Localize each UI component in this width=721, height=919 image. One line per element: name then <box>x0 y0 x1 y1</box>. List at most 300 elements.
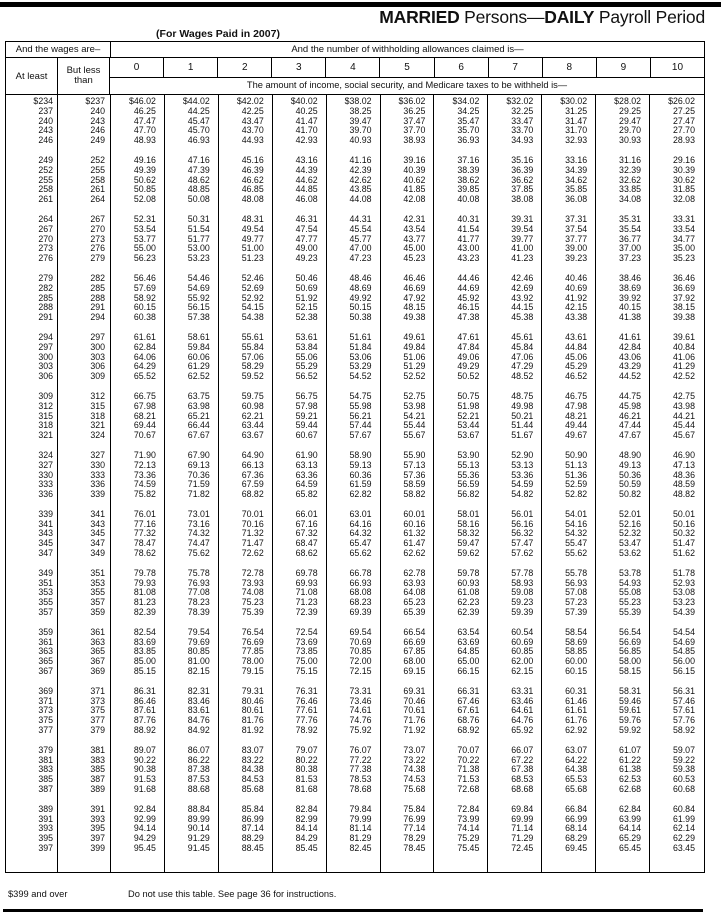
at-least-cell: 315 <box>38 410 53 421</box>
withholding-amount-cell: 37.47 <box>403 115 426 126</box>
but-less-cell: 355 <box>90 587 105 598</box>
withholding-amount-cell: 84.76 <box>187 715 210 726</box>
withholding-amount-cell: 58.01 <box>457 508 480 519</box>
withholding-amount-cell: 41.85 <box>403 184 426 195</box>
at-least-cell: 303 <box>38 361 53 372</box>
at-least-cell: 333 <box>38 479 53 490</box>
withholding-amount-cell: 62.53 <box>619 774 642 785</box>
but-less-cell: 351 <box>90 567 105 578</box>
withholding-amount-cell: 64.61 <box>511 705 534 716</box>
withholding-amount-cell: 56.93 <box>565 577 588 588</box>
withholding-amount-cell: 48.90 <box>619 449 642 460</box>
withholding-amount-cell: 44.69 <box>457 282 480 293</box>
withholding-amount-cell: 62.00 <box>511 656 534 667</box>
withholding-amount-cell: 53.84 <box>295 341 318 352</box>
at-least-cell: 349 <box>38 567 53 578</box>
withholding-amount-cell: 42.75 <box>672 390 695 401</box>
withholding-amount-cell: 27.47 <box>672 115 695 126</box>
withholding-amount-cell: 55.00 <box>133 243 156 254</box>
withholding-amount-cell: 44.39 <box>295 164 318 175</box>
withholding-amount-cell: 42.46 <box>511 272 534 283</box>
at-least-cell: 379 <box>38 744 53 755</box>
withholding-amount-cell: 60.36 <box>349 469 372 480</box>
withholding-amount-cell: 73.07 <box>403 744 426 755</box>
withholding-amount-cell: 52.82 <box>565 489 588 500</box>
but-less-cell: 385 <box>90 764 105 775</box>
withholding-amount-cell: 51.78 <box>672 567 695 578</box>
withholding-amount-cell: 57.46 <box>672 695 695 706</box>
withholding-amount-cell: 47.92 <box>403 292 426 303</box>
withholding-amount-cell: 64.14 <box>619 823 642 834</box>
withholding-amount-cell: 51.62 <box>672 548 695 559</box>
withholding-amount-cell: 62.52 <box>187 371 210 382</box>
withholding-amount-cell: 77.16 <box>133 518 156 529</box>
title-daily: DAILY <box>544 7 595 27</box>
withholding-amount-cell: 72.68 <box>457 784 480 795</box>
but-less-cell: 361 <box>90 626 105 637</box>
withholding-amount-cell: 49.84 <box>403 341 426 352</box>
withholding-amount-cell: 84.14 <box>295 823 318 834</box>
withholding-amount-cell: 65.52 <box>133 371 156 382</box>
but-less-cell: 249 <box>90 135 105 146</box>
withholding-amount-cell: 82.39 <box>133 607 156 618</box>
withholding-amount-cell: 31.25 <box>565 105 588 116</box>
withholding-amount-cell: 66.13 <box>241 459 264 470</box>
withholding-amount-cell: 66.01 <box>295 508 318 519</box>
withholding-amount-cell: 52.59 <box>565 479 588 490</box>
withholding-amount-cell: 54.38 <box>241 312 264 323</box>
but-less-cell: 312 <box>90 390 105 401</box>
column-divider-line <box>218 95 219 872</box>
withholding-amount-cell: 74.14 <box>457 823 480 834</box>
withholding-amount-cell: 29.16 <box>672 154 695 165</box>
withholding-amount-cell: 57.08 <box>565 587 588 598</box>
withholding-amount-cell: 53.29 <box>349 361 372 372</box>
withholding-amount-cell: 50.46 <box>295 272 318 283</box>
withholding-amount-cell: 60.00 <box>565 656 588 667</box>
withholding-amount-cell: 69.99 <box>511 813 534 824</box>
withholding-amount-cell: 59.22 <box>672 754 695 765</box>
but-less-cell: 273 <box>90 233 105 244</box>
at-least-cell: 270 <box>38 233 53 244</box>
withholding-amount-cell: 88.45 <box>241 843 264 853</box>
withholding-amount-cell: 47.29 <box>511 361 534 372</box>
but-less-cell: 375 <box>90 705 105 716</box>
withholding-amount-cell: 38.93 <box>403 135 426 146</box>
withholding-amount-cell: 44.15 <box>511 302 534 313</box>
but-less-cell: 318 <box>90 410 105 421</box>
withholding-amount-cell: 83.46 <box>187 695 210 706</box>
withholding-amount-cell: $36.02 <box>398 96 426 106</box>
withholding-amount-cell: 34.62 <box>565 174 588 185</box>
withholding-amount-cell: 38.39 <box>457 164 480 175</box>
but-less-cell: 383 <box>90 754 105 765</box>
withholding-amount-cell: 63.98 <box>187 400 210 411</box>
withholding-amount-cell: 57.61 <box>672 705 695 716</box>
withholding-amount-cell: 64.32 <box>349 528 372 539</box>
withholding-amount-cell: 64.29 <box>133 361 156 372</box>
withholding-amount-cell: 91.53 <box>133 774 156 785</box>
withholding-amount-cell: 77.85 <box>241 646 264 657</box>
withholding-amount-cell: 47.70 <box>133 125 156 136</box>
withholding-amount-cell: $28.02 <box>614 96 642 106</box>
withholding-amount-cell: 68.92 <box>457 725 480 736</box>
withholding-amount-cell: 53.90 <box>457 449 480 460</box>
withholding-amount-cell: 54.75 <box>349 390 372 401</box>
withholding-amount-cell: 66.69 <box>403 636 426 647</box>
but-less-cell: 339 <box>90 489 105 500</box>
withholding-amount-cell: 75.23 <box>241 597 264 608</box>
withholding-amount-cell: 54.46 <box>187 272 210 283</box>
withholding-amount-cell: 55.39 <box>619 607 642 618</box>
withholding-amount-cell: 88.84 <box>187 803 210 814</box>
withholding-amount-cell: 59.44 <box>295 420 318 431</box>
but-less-cell: 285 <box>90 282 105 293</box>
withholding-amount-cell: 65.23 <box>403 597 426 608</box>
withholding-amount-cell: 75.45 <box>457 843 480 853</box>
withholding-amount-cell: 82.31 <box>187 685 210 696</box>
withholding-amount-cell: 53.47 <box>619 538 642 549</box>
withholding-amount-cell: 62.15 <box>511 666 534 677</box>
withholding-amount-cell: 59.61 <box>619 705 642 716</box>
withholding-amount-cell: 68.21 <box>133 410 156 421</box>
withholding-amount-cell: 51.67 <box>511 430 534 441</box>
at-least-cell: 246 <box>38 135 53 146</box>
allowance-col-header: 7 <box>489 58 543 77</box>
withholding-amount-cell: 78.29 <box>403 833 426 844</box>
withholding-amount-cell: 52.21 <box>457 410 480 421</box>
at-least-cell: 297 <box>38 341 53 352</box>
withholding-amount-cell: 68.47 <box>295 538 318 549</box>
withholding-amount-cell: 44.75 <box>619 390 642 401</box>
withholding-amount-cell: 86.31 <box>133 685 156 696</box>
withholding-amount-cell: 58.93 <box>511 577 534 588</box>
but-less-cell: 365 <box>90 646 105 657</box>
withholding-amount-cell: 57.78 <box>511 567 534 578</box>
withholding-amount-cell: 54.52 <box>349 371 372 382</box>
footer-note: Do not use this table. See page 36 for instructions. <box>128 889 337 899</box>
allowance-col-header: 1 <box>164 58 218 77</box>
withholding-amount-cell: 72.54 <box>295 626 318 637</box>
withholding-amount-cell: 81.00 <box>187 656 210 667</box>
withholding-amount-cell: 55.23 <box>619 597 642 608</box>
withholding-amount-cell: 65.00 <box>457 656 480 667</box>
withholding-amount-cell: 86.22 <box>187 754 210 765</box>
withholding-amount-cell: 69.39 <box>349 607 372 618</box>
withholding-amount-cell: 46.52 <box>565 371 588 382</box>
withholding-amount-cell: 33.16 <box>565 154 588 165</box>
wages-header: And the wages are– <box>6 42 111 57</box>
withholding-amount-cell: 66.07 <box>511 744 534 755</box>
column-divider-line <box>380 95 381 872</box>
but-less-cell: 330 <box>90 459 105 470</box>
withholding-amount-cell: 35.47 <box>457 115 480 126</box>
withholding-amount-cell: 79.93 <box>133 577 156 588</box>
withholding-amount-cell: 50.21 <box>511 410 534 421</box>
withholding-amount-cell: 42.84 <box>619 341 642 352</box>
withholding-amount-cell: 31.85 <box>672 184 695 195</box>
withholding-amount-cell: 48.31 <box>241 213 264 224</box>
withholding-amount-cell: 53.67 <box>457 430 480 441</box>
withholding-amount-cell: 90.14 <box>187 823 210 834</box>
but-less-cell: 327 <box>90 449 105 460</box>
at-least-cell: 321 <box>38 430 53 441</box>
withholding-amount-cell: 56.15 <box>187 302 210 313</box>
withholding-amount-cell: 68.14 <box>565 823 588 834</box>
withholding-amount-cell: 29.47 <box>619 115 642 126</box>
at-least-cell: 395 <box>38 833 53 844</box>
withholding-amount-cell: 58.16 <box>457 518 480 529</box>
withholding-amount-cell: 54.01 <box>565 508 588 519</box>
withholding-amount-cell: 50.90 <box>565 449 588 460</box>
withholding-amount-cell: 61.32 <box>403 528 426 539</box>
withholding-amount-cell: 45.44 <box>672 420 695 431</box>
at-least-cell: 389 <box>38 803 53 814</box>
withholding-amount-cell: 63.31 <box>511 685 534 696</box>
at-least-cell: 258 <box>38 184 53 195</box>
withholding-amount-cell: 46.90 <box>672 449 695 460</box>
withholding-amount-cell: $32.02 <box>506 96 534 106</box>
withholding-amount-cell: 86.99 <box>241 813 264 824</box>
at-least-cell: 330 <box>38 469 53 480</box>
withholding-amount-cell: 63.54 <box>457 626 480 637</box>
withholding-amount-cell: 54.93 <box>619 577 642 588</box>
but-less-cell: 297 <box>90 331 105 342</box>
withholding-amount-cell: 67.85 <box>403 646 426 657</box>
withholding-amount-cell: 63.44 <box>241 420 264 431</box>
title-married: MARRIED <box>379 7 460 27</box>
page-title <box>379 7 705 28</box>
allowance-columns-header <box>110 58 704 94</box>
but-less-cell: 279 <box>90 253 105 264</box>
at-least-cell: 357 <box>38 607 53 618</box>
withholding-amount-cell: 55.44 <box>403 420 426 431</box>
withholding-amount-cell: 49.38 <box>403 312 426 323</box>
withholding-amount-cell: 81.92 <box>241 725 264 736</box>
withholding-amount-cell: $34.02 <box>452 96 480 106</box>
withholding-amount-cell: 71.32 <box>241 528 264 539</box>
allowance-col-header: 3 <box>272 58 326 77</box>
withholding-amount-cell: 52.15 <box>295 302 318 313</box>
withholding-amount-cell: 46.25 <box>133 105 156 116</box>
column-divider-line <box>57 95 58 872</box>
withholding-amount-cell: 49.61 <box>403 331 426 342</box>
withholding-amount-cell: 62.82 <box>349 489 372 500</box>
withholding-amount-cell: 50.31 <box>187 213 210 224</box>
withholding-amount-cell: 86.46 <box>133 695 156 706</box>
withholding-amount-cell: 48.46 <box>349 272 372 283</box>
withholding-amount-cell: 35.70 <box>457 125 480 136</box>
withholding-amount-cell: 70.61 <box>403 705 426 716</box>
withholding-amount-cell: 49.92 <box>349 292 372 303</box>
withholding-amount-cell: 74.47 <box>187 538 210 549</box>
withholding-amount-cell: 56.59 <box>457 479 480 490</box>
withholding-amount-cell: 50.08 <box>187 194 210 205</box>
withholding-amount-cell: 72.84 <box>457 803 480 814</box>
withholding-amount-cell: 63.36 <box>295 469 318 480</box>
withholding-amount-cell: 58.29 <box>241 361 264 372</box>
withholding-amount-cell: 61.46 <box>565 695 588 706</box>
at-least-cell: 383 <box>38 764 53 775</box>
but-less-cell: 363 <box>90 636 105 647</box>
withholding-amount-cell: 67.36 <box>241 469 264 480</box>
withholding-amount-cell: 60.69 <box>511 636 534 647</box>
withholding-amount-cell: 46.85 <box>241 184 264 195</box>
withholding-amount-cell: 58.15 <box>619 666 642 677</box>
withholding-amount-cell: 48.82 <box>672 489 695 500</box>
withholding-amount-cell: 41.16 <box>349 154 372 165</box>
withholding-amount-cell: 32.93 <box>565 135 588 146</box>
withholding-amount-cell: 57.98 <box>295 400 318 411</box>
withholding-amount-cell: 52.93 <box>672 577 695 588</box>
withholding-amount-cell: 40.93 <box>349 135 372 146</box>
withholding-amount-cell: 46.46 <box>403 272 426 283</box>
withholding-amount-cell: 63.75 <box>187 390 210 401</box>
withholding-amount-cell: 53.00 <box>187 243 210 254</box>
withholding-amount-cell: 76.46 <box>295 695 318 706</box>
withholding-amount-cell: 44.62 <box>295 174 318 185</box>
withholding-amount-cell: 57.36 <box>403 469 426 480</box>
withholding-amount-cell: 59.84 <box>187 341 210 352</box>
allowance-col-header: 10 <box>671 62 684 73</box>
allowance-col-header: 9 <box>597 58 651 77</box>
withholding-amount-cell: 70.01 <box>241 508 264 519</box>
withholding-amount-cell: 75.39 <box>241 607 264 618</box>
withholding-amount-cell: 49.54 <box>241 223 264 234</box>
at-least-cell: 351 <box>38 577 53 588</box>
withholding-amount-cell: 78.68 <box>349 784 372 795</box>
at-least-cell: 294 <box>38 331 53 342</box>
withholding-amount-cell: 51.77 <box>187 233 210 244</box>
withholding-amount-cell: 55.67 <box>403 430 426 441</box>
withholding-amount-cell: 64.08 <box>403 587 426 598</box>
withholding-amount-cell: 47.84 <box>457 341 480 352</box>
withholding-amount-cell: 62.68 <box>619 784 642 795</box>
withholding-amount-cell: 58.32 <box>457 528 480 539</box>
withholding-amount-cell: 51.00 <box>241 243 264 254</box>
withholding-amount-cell: 44.21 <box>672 410 695 421</box>
at-least-cell: 387 <box>38 784 53 795</box>
withholding-amount-cell: 50.62 <box>133 174 156 185</box>
withholding-amount-cell: 59.92 <box>619 725 642 736</box>
withholding-amount-cell: 65.82 <box>295 489 318 500</box>
withholding-amount-cell: 44.08 <box>349 194 372 205</box>
withholding-amount-cell: 89.99 <box>187 813 210 824</box>
but-less-cell: 357 <box>90 597 105 608</box>
withholding-amount-cell: 52.16 <box>619 518 642 529</box>
withholding-amount-cell: 70.22 <box>457 754 480 765</box>
at-least-cell: 261 <box>38 194 53 205</box>
withholding-amount-cell: 91.45 <box>187 843 210 853</box>
withholding-amount-cell: 35.54 <box>619 223 642 234</box>
withholding-amount-cell: 74.76 <box>349 715 372 726</box>
withholding-amount-cell: 44.31 <box>349 213 372 224</box>
withholding-amount-cell: 68.00 <box>403 656 426 667</box>
withholding-amount-cell: 50.16 <box>672 518 695 529</box>
but-less-cell: 300 <box>90 341 105 352</box>
withholding-amount-cell: 60.06 <box>187 351 210 362</box>
withholding-amount-cell: 71.59 <box>187 479 210 490</box>
withholding-amount-cell: 43.77 <box>403 233 426 244</box>
withholding-amount-cell: 56.69 <box>619 636 642 647</box>
withholding-amount-cell: 45.54 <box>349 223 372 234</box>
withholding-amount-cell: 61.47 <box>403 538 426 549</box>
withholding-amount-cell: 63.45 <box>672 843 695 853</box>
withholding-amount-cell: 53.36 <box>511 469 534 480</box>
withholding-amount-cell: 51.44 <box>511 420 534 431</box>
withholding-amount-cell: 60.53 <box>672 774 695 785</box>
withholding-amount-cell: 41.47 <box>295 115 318 126</box>
withholding-amount-cell: 64.59 <box>295 479 318 490</box>
withholding-amount-cell: 84.29 <box>295 833 318 844</box>
allowances-header: And the number of withholding allowances claimed is— <box>291 44 524 55</box>
withholding-amount-cell: 86.07 <box>187 744 210 755</box>
withholding-table <box>5 41 705 873</box>
withholding-amount-cell: 41.61 <box>619 331 642 342</box>
withholding-amount-cell: 74.53 <box>403 774 426 785</box>
withholding-amount-cell: 49.06 <box>457 351 480 362</box>
at-least-cell: 291 <box>38 312 53 323</box>
withholding-amount-cell: 61.07 <box>619 744 642 755</box>
withholding-amount-cell: 43.16 <box>295 154 318 165</box>
withholding-amount-cell: $46.02 <box>129 96 156 106</box>
withholding-amount-cell: 56.15 <box>672 666 695 677</box>
withholding-amount-cell: 48.69 <box>349 282 372 293</box>
but-less-cell: 246 <box>90 125 105 136</box>
withholding-amount-cell: 56.21 <box>349 410 372 421</box>
withholding-amount-cell: 49.98 <box>511 400 534 411</box>
withholding-amount-cell: 71.76 <box>403 715 426 726</box>
withholding-amount-cell: 28.93 <box>672 135 695 146</box>
withholding-amount-cell: 53.13 <box>511 459 534 470</box>
at-least-cell: 343 <box>38 528 53 539</box>
withholding-amount-cell: 88.29 <box>241 833 264 844</box>
allowance-col-header: 8 <box>543 58 597 77</box>
at-least-cell: 264 <box>38 213 53 224</box>
withholding-amount-cell: 59.39 <box>511 607 534 618</box>
withholding-amount-cell: 59.13 <box>349 459 372 470</box>
withholding-amount-cell: $26.02 <box>668 96 695 106</box>
withholding-amount-cell: 59.52 <box>241 371 264 382</box>
withholding-amount-cell: 66.99 <box>565 813 588 824</box>
withholding-amount-cell: 81.53 <box>295 774 318 785</box>
at-least-cell: 361 <box>38 636 53 647</box>
at-least-cell: 381 <box>38 754 53 765</box>
withholding-amount-cell: 56.54 <box>619 626 642 637</box>
withholding-amount-cell: 51.36 <box>565 469 588 480</box>
withholding-amount-cell: 55.47 <box>565 538 588 549</box>
withholding-amount-cell: 56.31 <box>672 685 695 696</box>
withholding-amount-cell: 66.75 <box>133 390 156 401</box>
withholding-amount-cell: 40.84 <box>672 341 695 352</box>
withholding-amount-cell: 58.59 <box>403 479 426 490</box>
withholding-amount-cell: 36.46 <box>672 272 695 283</box>
at-least-cell: 369 <box>38 685 53 696</box>
at-least-cell: 282 <box>38 282 53 293</box>
withholding-amount-cell: 45.61 <box>511 331 534 342</box>
withholding-amount-cell: 56.75 <box>295 390 318 401</box>
withholding-amount-cell: 32.39 <box>619 164 642 175</box>
withholding-amount-cell: 78.00 <box>241 656 264 667</box>
withholding-amount-cell: 57.67 <box>349 430 372 441</box>
withholding-amount-cell: 41.54 <box>457 223 480 234</box>
at-least-cell: 353 <box>38 587 53 598</box>
withholding-amount-cell: 70.07 <box>457 744 480 755</box>
withholding-amount-cell: 59.08 <box>511 587 534 598</box>
withholding-amount-cell: 67.16 <box>295 518 318 529</box>
withholding-amount-cell: 61.22 <box>619 754 642 765</box>
withholding-amount-cell: 81.23 <box>133 597 156 608</box>
